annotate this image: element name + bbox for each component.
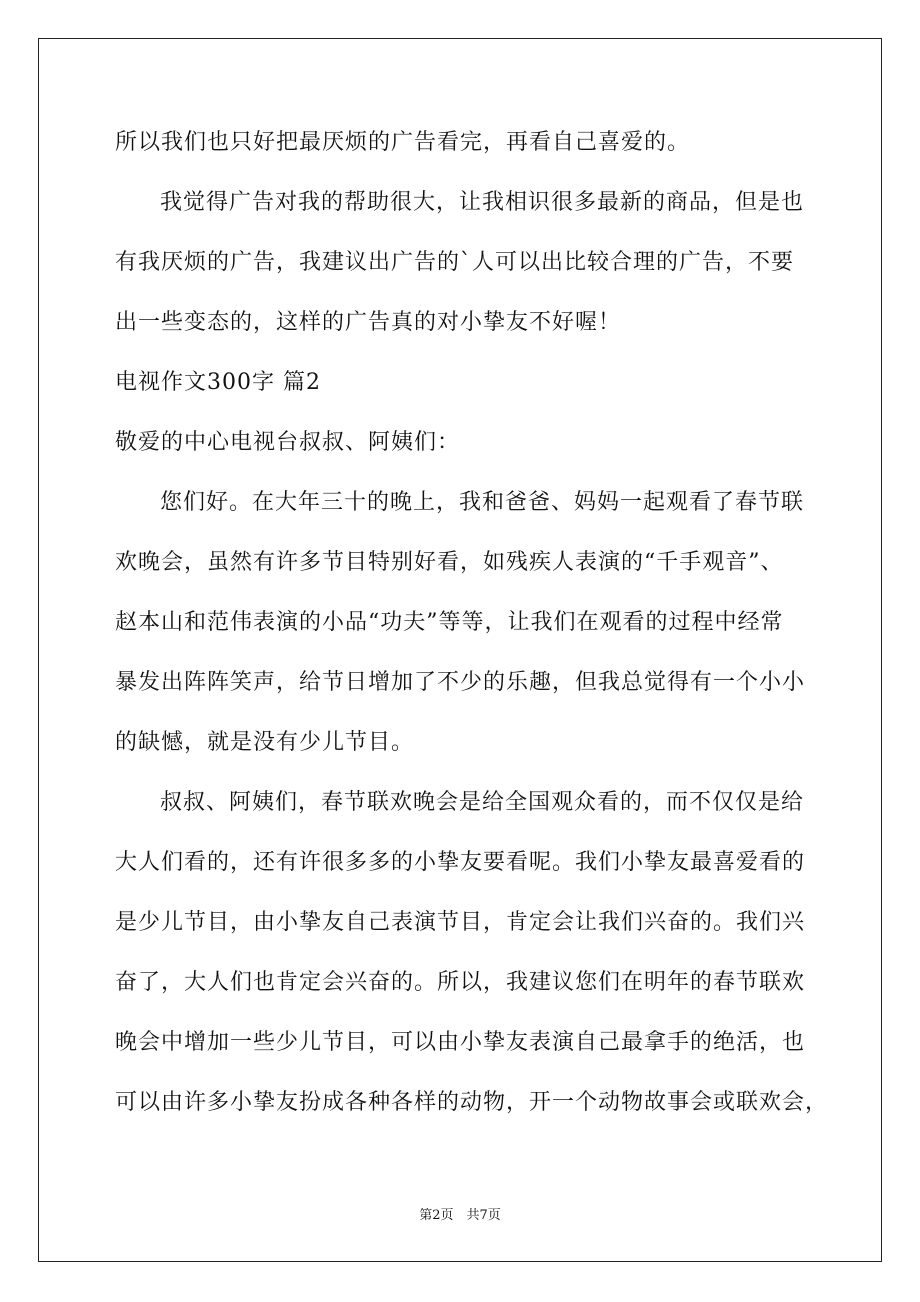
text-line-10: 暴发出阵阵笑声，给节日增加了不少的乐趣，但我总觉得有一个小小 xyxy=(115,670,806,695)
text-line-7: 您们好。在大年三十的晚上，我和爸爸、妈妈一起观看了春节联 xyxy=(160,490,805,515)
text-line-3: 有我厌烦的广告，我建议出广告的`人可以出比较合理的广告，不要 xyxy=(115,250,795,275)
text-line-1: 所以我们也只好把最厌烦的广告看完，再看自己喜爱的。 xyxy=(115,130,691,155)
page-frame xyxy=(38,38,882,1262)
letter-salutation: 敬爱的中心电视台叔叔、阿姨们： xyxy=(115,430,461,455)
text-line-17: 可以由许多小挚友扮成各种各样的动物，开一个动物故事会或联欢会， xyxy=(115,1090,829,1115)
text-line-2: 我觉得广告对我的帮助很大，让我相识很多最新的商品，但是也 xyxy=(160,190,805,215)
text-line-11: 的缺憾，就是没有少儿节目。 xyxy=(115,730,415,755)
text-line-15: 奋了，大人们也肯定会兴奋的。所以，我建议您们在明年的春节联欢 xyxy=(115,970,806,995)
page-number-footer: 第2页 共7页 xyxy=(419,1208,501,1223)
text-line-4: 出一些变态的，这样的广告真的对小挚友不好喔！ xyxy=(115,310,622,335)
text-line-8: 欢晚会，虽然有许多节目特别好看，如残疾人表演的“千手观音”、 xyxy=(115,550,784,575)
text-line-13: 大人们看的，还有许很多多的小挚友要看呢。我们小挚友最喜爱看的 xyxy=(115,850,806,875)
text-line-9: 赵本山和范伟表演的小品“功夫”等等，让我们在观看的过程中经常 xyxy=(115,610,784,635)
text-line-12: 叔叔、阿姨们，春节联欢晚会是给全国观众看的，而不仅仅是给 xyxy=(160,790,805,815)
text-line-16: 晚会中增加一些少儿节目，可以由小挚友表演自己最拿手的绝活，也 xyxy=(115,1030,806,1055)
section-heading: 电视作文300字 篇2 xyxy=(115,370,321,395)
text-line-14: 是少儿节目，由小挚友自己表演节目，肯定会让我们兴奋的。我们兴 xyxy=(115,910,806,935)
